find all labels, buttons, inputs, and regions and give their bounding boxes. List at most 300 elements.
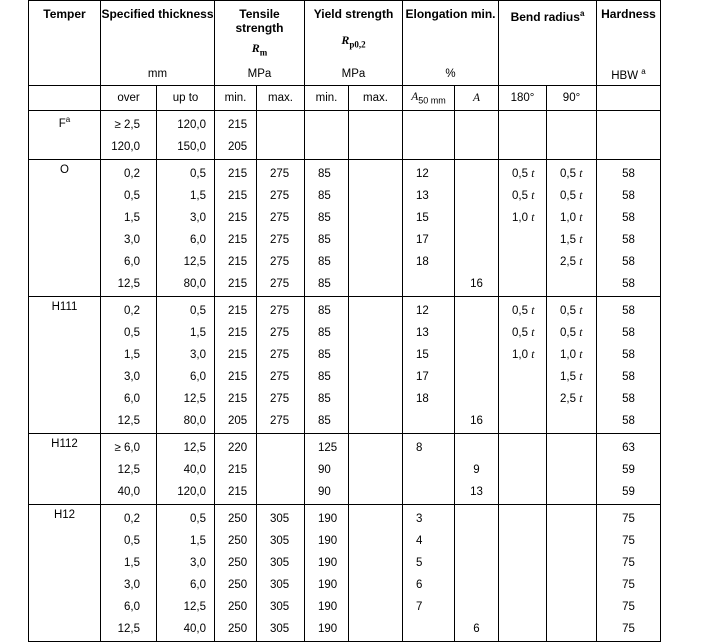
elongation-header <box>403 1 499 64</box>
rm-max-cell: 305 <box>270 513 290 525</box>
a50-column-cell <box>403 434 455 505</box>
upto-cell: 1,5 <box>190 327 206 339</box>
over-cell: 3,0 <box>124 371 140 383</box>
rm-min-cell: 215 <box>228 371 248 383</box>
properties-table-wrapper <box>28 0 661 642</box>
rp-min-cell <box>318 136 348 158</box>
rp-max-cell <box>362 437 402 459</box>
rp-max-cell <box>362 596 402 618</box>
rp-max-cell <box>362 481 402 503</box>
rp-min-cell: 90 <box>318 464 331 476</box>
unit-mpa-tensile-label: MPa <box>247 68 272 80</box>
thickness-symbol: t <box>579 305 583 317</box>
a50-cell <box>416 410 454 432</box>
bend-180-label: 180° <box>510 92 535 104</box>
rm-max-cell <box>270 114 304 136</box>
rp-max-column-cell <box>349 434 403 505</box>
unit-percent <box>403 63 499 86</box>
upto-cell: 150,0 <box>177 141 206 153</box>
a50-symbol: A <box>411 90 419 103</box>
hbw-subheader-blank <box>597 86 661 111</box>
unit-mpa-yield <box>305 63 403 86</box>
temper-value: O <box>60 164 69 176</box>
rp-max-cell <box>362 300 402 322</box>
a50-cell <box>416 136 454 158</box>
upto-column-cell <box>157 505 215 642</box>
bend-180-cell <box>512 437 546 459</box>
over-cell: 0,5 <box>124 327 140 339</box>
thickness-symbol: t <box>579 393 583 405</box>
over-cell: 12,5 <box>117 278 140 290</box>
rp-max-cell <box>362 322 402 344</box>
upto-cell: 40,0 <box>183 623 206 635</box>
rp-max-cell <box>362 163 402 185</box>
rm-min-column-cell <box>215 434 257 505</box>
rp-min-cell: 85 <box>318 327 331 339</box>
rm-max-column-cell <box>257 505 305 642</box>
thickness-symbol: t <box>531 305 535 317</box>
rm-min-cell: 220 <box>228 442 248 454</box>
upto-cell: 80,0 <box>183 278 206 290</box>
temper-header <box>29 1 101 86</box>
over-cell: 12,5 <box>117 464 140 476</box>
thickness-symbol: t <box>579 256 583 268</box>
bend-90-cell <box>560 273 596 295</box>
hardness-cell: 58 <box>622 212 635 224</box>
hardness-cell: 75 <box>622 623 635 635</box>
bend-90-label: 90° <box>562 92 581 104</box>
header-row-subcols <box>29 86 661 111</box>
bend-180-subheader <box>499 86 547 111</box>
rm-min-cell: 215 <box>228 212 248 224</box>
yield-symbol-letter: R <box>341 33 350 47</box>
mechanical-properties-table <box>28 0 661 642</box>
a50-cell: 12 <box>416 168 429 180</box>
hardness-header <box>597 1 661 64</box>
upto-cell: 0,5 <box>190 305 206 317</box>
upto-column-cell <box>157 160 215 297</box>
hardness-cell: 58 <box>622 305 635 317</box>
over-cell: 0,2 <box>124 513 140 525</box>
bend-radius-footnote: a <box>579 9 585 18</box>
upto-cell: 1,5 <box>190 535 206 547</box>
thickness-symbol: t <box>579 234 583 246</box>
bend-90-subheader <box>547 86 597 111</box>
rp-max-cell <box>362 366 402 388</box>
a-cell: 6 <box>473 623 480 635</box>
bend-180-cell: 0,5 t <box>512 168 535 180</box>
upto-column-cell <box>157 111 215 160</box>
upto-cell: 12,5 <box>183 393 206 405</box>
a50-cell <box>416 114 454 136</box>
over-label: over <box>117 92 140 104</box>
rp-min-cell: 85 <box>318 349 331 361</box>
rm-min-column-cell <box>215 297 257 434</box>
a50-cell: 17 <box>416 371 429 383</box>
rm-min-label: min. <box>224 92 247 104</box>
rp-min-label: min. <box>315 92 338 104</box>
hardness-cell: 58 <box>622 327 635 339</box>
rm-max-cell: 275 <box>270 349 290 361</box>
a50-cell: 13 <box>416 327 429 339</box>
a-cell <box>455 552 498 574</box>
a-cell: 16 <box>470 415 483 427</box>
rm-min-cell: 250 <box>228 513 248 525</box>
a50-cell: 18 <box>416 393 429 405</box>
a-column-cell <box>455 505 499 642</box>
rm-min-cell: 205 <box>228 141 248 153</box>
thickness-symbol: t <box>579 190 583 202</box>
thickness-symbol: t <box>579 168 583 180</box>
a-cell <box>455 185 498 207</box>
over-cell: 1,5 <box>124 349 140 361</box>
over-column-cell <box>101 505 157 642</box>
a-column-cell <box>455 297 499 434</box>
a-cell <box>455 596 498 618</box>
a-column-cell <box>455 434 499 505</box>
over-cell: 0,5 <box>124 535 140 547</box>
bend-90-cell <box>560 574 596 596</box>
a-cell <box>455 163 498 185</box>
rp-max-cell <box>362 344 402 366</box>
over-cell: 0,2 <box>124 168 140 180</box>
hardness-cell: 58 <box>622 278 635 290</box>
bend-90-cell: 1,5 t <box>560 234 583 246</box>
bend-90-cell: 2,5 t <box>560 256 583 268</box>
bend-180-column-cell <box>499 297 547 434</box>
hardness-cell: 75 <box>622 513 635 525</box>
temper-group-row <box>29 434 661 505</box>
yield-symbol <box>305 33 402 51</box>
a50-column-cell <box>403 297 455 434</box>
bend-180-column-cell <box>499 160 547 297</box>
temper-value: H112 <box>51 438 78 450</box>
a-cell <box>455 437 498 459</box>
unit-mpa-tensile <box>215 63 305 86</box>
bend-90-cell <box>560 410 596 432</box>
bend-90-cell: 1,5 t <box>560 371 583 383</box>
over-cell: 1,5 <box>124 212 140 224</box>
upto-cell: 12,5 <box>183 601 206 613</box>
bend-90-cell: 2,5 t <box>560 393 583 405</box>
hardness-cell <box>597 136 660 158</box>
bend-90-cell: 0,5 t <box>560 168 583 180</box>
thickness-symbol: t <box>531 190 535 202</box>
upto-cell: 12,5 <box>183 256 206 268</box>
bend-180-cell <box>512 114 546 136</box>
upto-cell: 6,0 <box>190 371 206 383</box>
hardness-cell: 59 <box>622 464 635 476</box>
rp-min-cell: 85 <box>318 393 331 405</box>
a50-cell: 15 <box>416 212 429 224</box>
upto-cell: 3,0 <box>190 212 206 224</box>
bend-90-cell: 1,0 t <box>560 349 583 361</box>
rm-min-cell: 215 <box>228 349 248 361</box>
rp-max-column-cell <box>349 160 403 297</box>
a-cell <box>455 388 498 410</box>
bend-90-cell <box>560 618 596 640</box>
rp-max-cell <box>362 459 402 481</box>
thickness-symbol: t <box>531 349 535 361</box>
thickness-symbol: t <box>531 168 535 180</box>
rp-min-cell: 85 <box>318 415 331 427</box>
upto-column-cell <box>157 297 215 434</box>
rm-min-cell: 250 <box>228 535 248 547</box>
rm-min-cell: 215 <box>228 327 248 339</box>
rp-max-label: max. <box>363 92 388 104</box>
over-column-cell <box>101 297 157 434</box>
rm-max-column-cell <box>257 434 305 505</box>
temper-group-row <box>29 160 661 297</box>
rm-min-cell: 215 <box>228 278 248 290</box>
rp-max-cell <box>362 508 402 530</box>
rp-max-column-cell <box>349 505 403 642</box>
bend-90-cell <box>560 596 596 618</box>
rm-min-cell: 205 <box>228 415 248 427</box>
rm-max-cell: 275 <box>270 168 290 180</box>
hardness-cell: 58 <box>622 190 635 202</box>
unit-hbw-label: HBW <box>611 69 639 82</box>
a50-column-cell <box>403 505 455 642</box>
rm-max-cell: 275 <box>270 393 290 405</box>
over-cell: 6,0 <box>124 601 140 613</box>
rp-min-cell: 85 <box>318 190 331 202</box>
hardness-cell: 75 <box>622 601 635 613</box>
upto-label: up to <box>172 92 199 104</box>
a-cell <box>455 114 498 136</box>
over-column-cell <box>101 160 157 297</box>
over-column-cell <box>101 434 157 505</box>
rp-max-cell <box>362 552 402 574</box>
rm-max-subheader <box>257 86 305 111</box>
unit-percent-label: % <box>445 68 456 80</box>
bend-180-cell <box>512 481 546 503</box>
upto-subheader <box>157 86 215 111</box>
rm-min-cell: 250 <box>228 557 248 569</box>
bend-180-cell <box>512 388 546 410</box>
temper-value: F <box>58 117 66 130</box>
bend-180-cell <box>512 366 546 388</box>
hardness-cell: 58 <box>622 168 635 180</box>
rp-max-cell <box>362 229 402 251</box>
over-cell: 12,5 <box>117 415 140 427</box>
thickness-symbol: t <box>579 327 583 339</box>
a-cell <box>455 322 498 344</box>
a-cell <box>455 136 498 158</box>
a-cell <box>455 530 498 552</box>
rm-min-cell: 250 <box>228 579 248 591</box>
over-cell: 3,0 <box>124 579 140 591</box>
rm-min-column-cell <box>215 505 257 642</box>
bend-90-column-cell <box>547 434 597 505</box>
rm-max-cell: 275 <box>270 327 290 339</box>
a-cell <box>455 300 498 322</box>
rp-min-cell: 85 <box>318 168 331 180</box>
a-cell <box>455 508 498 530</box>
unit-mm-label: mm <box>147 68 168 80</box>
a-cell: 9 <box>473 464 480 476</box>
tensile-strength-header <box>215 1 305 64</box>
rp-max-subheader <box>349 86 403 111</box>
upto-cell: 3,0 <box>190 349 206 361</box>
bend-radius-label: Bend radius <box>510 10 580 24</box>
bend-180-cell <box>512 552 546 574</box>
temper-cell <box>29 434 101 505</box>
rm-max-cell: 305 <box>270 623 290 635</box>
over-cell: 40,0 <box>117 486 140 498</box>
rp-min-column-cell <box>305 505 349 642</box>
bend-90-cell: 0,5 t <box>560 327 583 339</box>
rm-min-cell: 215 <box>228 464 248 476</box>
temper-subheader-blank <box>29 86 101 111</box>
rp-min-cell: 85 <box>318 256 331 268</box>
a-cell <box>455 344 498 366</box>
upto-cell: 6,0 <box>190 234 206 246</box>
bend-90-column-cell <box>547 297 597 434</box>
bend-180-cell <box>512 410 546 432</box>
thickness-symbol: t <box>531 212 535 224</box>
rp-max-cell <box>362 530 402 552</box>
rm-max-cell: 305 <box>270 557 290 569</box>
temper-cell <box>29 111 101 160</box>
rp-min-column-cell <box>305 160 349 297</box>
upto-cell: 1,5 <box>190 190 206 202</box>
bend-90-cell <box>560 136 596 158</box>
elongation-label: Elongation min. <box>405 7 496 21</box>
hardness-cell: 58 <box>622 234 635 246</box>
rp-max-cell <box>362 618 402 640</box>
bend-180-cell: 1,0 t <box>512 212 535 224</box>
hardness-cell: 59 <box>622 486 635 498</box>
specified-thickness-label: Specified thickness <box>101 7 214 21</box>
rm-max-cell: 275 <box>270 212 290 224</box>
unit-mpa-yield-label: MPa <box>341 68 366 80</box>
thickness-symbol: t <box>531 327 535 339</box>
a50-cell: 12 <box>416 305 429 317</box>
hardness-cell: 58 <box>622 371 635 383</box>
bend-90-cell <box>560 114 596 136</box>
rm-min-column-cell <box>215 111 257 160</box>
hardness-cell: 75 <box>622 557 635 569</box>
over-cell: ≥ 6,0 <box>114 442 140 454</box>
upto-cell: 0,5 <box>190 513 206 525</box>
rm-min-cell: 215 <box>228 256 248 268</box>
over-cell: 0,2 <box>124 305 140 317</box>
rp-max-column-cell <box>349 111 403 160</box>
over-cell: 0,5 <box>124 190 140 202</box>
bend-180-cell: 0,5 t <box>512 305 535 317</box>
rm-min-subheader <box>215 86 257 111</box>
bend-90-column-cell <box>547 160 597 297</box>
temper-cell <box>29 160 101 297</box>
temper-header-label: Temper <box>43 7 86 21</box>
bend-180-column-cell <box>499 505 547 642</box>
bend-180-cell <box>512 530 546 552</box>
hardness-cell: 75 <box>622 579 635 591</box>
a50-cell <box>416 618 454 640</box>
rp-max-cell <box>362 251 402 273</box>
bend-180-cell <box>512 508 546 530</box>
bend-180-cell: 1,0 t <box>512 349 535 361</box>
hardness-column-cell <box>597 111 661 160</box>
rm-max-cell: 275 <box>270 190 290 202</box>
over-cell: ≥ 2,5 <box>114 119 140 131</box>
rp-min-column-cell <box>305 434 349 505</box>
rp-max-cell <box>362 136 402 158</box>
hardness-label: Hardness <box>601 7 656 21</box>
rp-min-cell: 190 <box>318 557 338 569</box>
rm-max-column-cell <box>257 297 305 434</box>
rm-max-cell <box>270 437 304 459</box>
bend-180-cell <box>512 251 546 273</box>
a50-cell: 8 <box>416 442 423 454</box>
rm-max-cell: 275 <box>270 278 290 290</box>
rm-min-cell: 215 <box>228 168 248 180</box>
hardness-cell: 58 <box>622 256 635 268</box>
bend-90-cell <box>560 552 596 574</box>
rm-min-cell: 215 <box>228 305 248 317</box>
bend-180-cell <box>512 596 546 618</box>
rp-min-cell: 190 <box>318 535 338 547</box>
temper-value: H111 <box>51 301 78 313</box>
upto-column-cell <box>157 434 215 505</box>
bend-90-cell: 0,5 t <box>560 305 583 317</box>
rm-max-cell: 305 <box>270 579 290 591</box>
yield-strength-label: Yield strength <box>313 7 394 21</box>
yield-symbol-sub: p0,2 <box>349 39 366 50</box>
rp-min-cell: 190 <box>318 623 338 635</box>
rp-min-cell: 125 <box>318 442 338 454</box>
tensile-strength-label: Tensile strength <box>235 7 284 35</box>
upto-cell: 120,0 <box>177 119 206 131</box>
rm-min-cell: 215 <box>228 119 248 131</box>
rm-max-cell: 275 <box>270 415 290 427</box>
temper-cell <box>29 505 101 642</box>
rp-min-cell: 190 <box>318 601 338 613</box>
temper-cell <box>29 297 101 434</box>
thickness-symbol: t <box>579 371 583 383</box>
a50-column-cell <box>403 160 455 297</box>
a-cell <box>455 229 498 251</box>
a50-cell <box>416 459 454 481</box>
bend-180-cell: 0,5 t <box>512 190 535 202</box>
over-cell: 6,0 <box>124 393 140 405</box>
rp-min-column-cell <box>305 297 349 434</box>
rm-max-label: max. <box>268 92 293 104</box>
rp-min-cell: 85 <box>318 212 331 224</box>
upto-cell: 0,5 <box>190 168 206 180</box>
a50-cell <box>416 481 454 503</box>
bend-180-cell <box>512 136 546 158</box>
bend-180-cell <box>512 459 546 481</box>
a-cell <box>455 207 498 229</box>
rm-max-cell <box>270 481 304 503</box>
hardness-cell <box>597 114 660 136</box>
unit-mm <box>101 63 215 86</box>
hardness-cell: 58 <box>622 349 635 361</box>
rp-min-cell: 85 <box>318 234 331 246</box>
bend-180-cell <box>512 229 546 251</box>
rm-min-column-cell <box>215 160 257 297</box>
rp-max-cell <box>362 207 402 229</box>
rp-max-column-cell <box>349 297 403 434</box>
rm-max-cell: 305 <box>270 535 290 547</box>
hardness-column-cell <box>597 160 661 297</box>
yield-strength-header <box>305 1 403 64</box>
a-cell: 16 <box>470 278 483 290</box>
a50-column-cell <box>403 111 455 160</box>
a-cell <box>455 366 498 388</box>
